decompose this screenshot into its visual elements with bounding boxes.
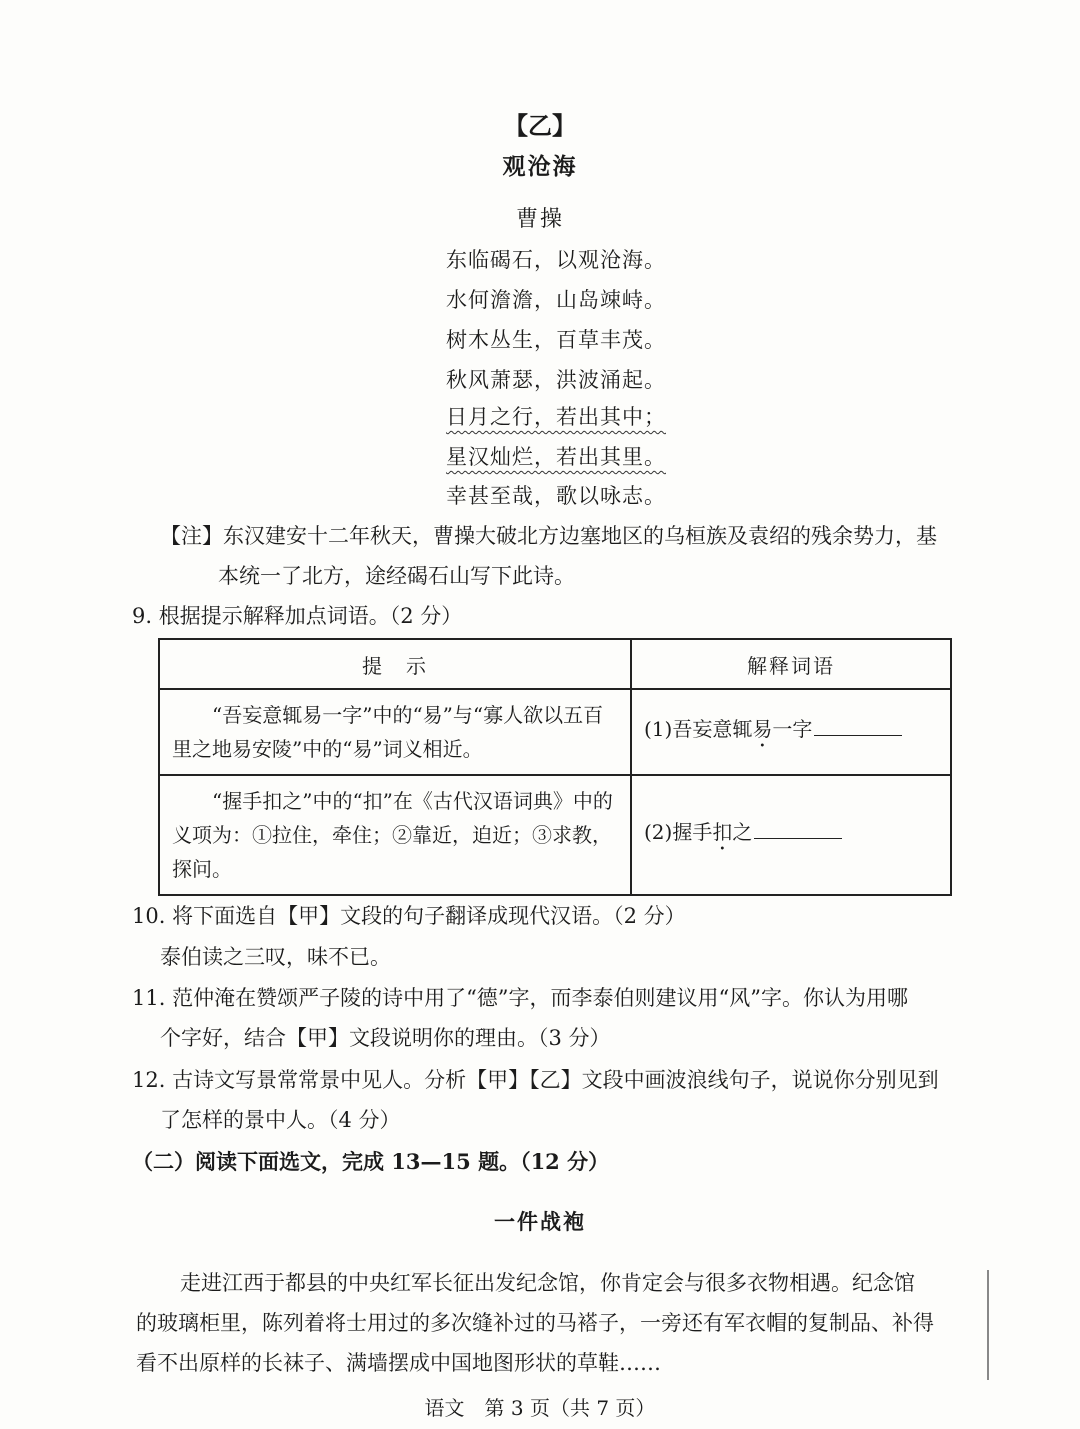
header-answer: 解释词语: [631, 639, 951, 689]
page-edge-line: [987, 1270, 989, 1380]
answer-blank[interactable]: [754, 820, 842, 839]
poem-line-wavy: 星汉灿烂，若出其里。: [446, 445, 666, 469]
poem-line: 水何澹澹，山岛竦峙。: [446, 288, 666, 312]
article-paragraph: 走进江西于都县的中央红军长征出发纪念馆，你肯定会与很多衣物相遇。纪念馆: [180, 1271, 915, 1295]
poem-author: 曹操: [515, 207, 564, 232]
section-2-heading: （二）阅读下面选文，完成 13—15 题。（12 分）: [132, 1149, 610, 1174]
poem-line: 秋风萧瑟，洪波涌起。: [446, 368, 666, 392]
question-11-stem-cont: 个字好，结合【甲】文段说明你的理由。（3 分）: [160, 1026, 611, 1050]
question-12-stem: 12. 古诗文写景常常景中见人。分析【甲】【乙】文段中画波浪线句子，说说你分别见到: [132, 1068, 939, 1092]
table-row: [159, 775, 951, 895]
question-12-stem-cont: 了怎样的景中人。（4 分）: [160, 1108, 401, 1132]
question-11-stem: 11. 范仲淹在赞颂严子陵的诗中用了“德”字，而李泰伯则建议用“风”字。你认为用哪: [132, 986, 909, 1010]
hint-cell: “握手扣之”中的“扣”在《古代汉语词典》中的义项为：①拉住，牵住；②靠近，迫近；③求教，探问。: [159, 775, 631, 895]
poem-note: 【注】东汉建安十二年秋天，曹操大破北方边塞地区的乌桓族及袁绍的残余势力，基: [160, 524, 937, 548]
answer-cell: [631, 689, 951, 775]
table-header-row: [159, 639, 951, 689]
answer-suffix: 之: [732, 819, 753, 844]
dotted-word: 易: [752, 716, 773, 741]
hint-cell: “吾妄意辄易一字”中的“易”与“寡人欲以五百里之地易安陵”中的“易”词义相近。: [159, 689, 631, 775]
answer-prefix: (1)吾妄意辄: [644, 716, 753, 741]
answer-prefix: (2)握手: [644, 819, 713, 844]
page-footer: 语文 第 3 页（共 7 页）: [424, 1396, 656, 1420]
poem-note-cont: 本统一了北方，途经碣石山写下此诗。: [218, 564, 575, 588]
question-9-stem: 9. 根据提示解释加点词语。（2 分）: [132, 604, 463, 628]
question-10-stem: 10. 将下面选自【甲】文段的句子翻译成现代汉语。（2 分）: [132, 904, 686, 928]
question-10-sentence: 泰伯读之三叹，味不已。: [160, 945, 391, 969]
header-hint: 提 示: [159, 639, 631, 689]
article-paragraph-cont: 看不出原样的长袜子、满墙摆成中国地图形状的草鞋……: [136, 1351, 661, 1375]
poem-line: 幸甚至哉，歌以咏志。: [446, 484, 666, 508]
answer-blank[interactable]: [814, 717, 902, 736]
question-9-table: [158, 638, 952, 896]
answer-suffix: 一字: [772, 716, 813, 741]
poem-line-wavy: 日月之行，若出其中；: [446, 405, 666, 429]
poem-title: 观沧海: [502, 153, 578, 180]
article-title: 一件战袍: [494, 1209, 586, 1234]
answer-cell: [631, 775, 951, 895]
dotted-word: 扣: [712, 819, 733, 844]
table-row: [159, 689, 951, 775]
poem-line: 树木丛生，百草丰茂。: [446, 328, 666, 352]
article-paragraph-cont: 的玻璃柜里，陈列着将士用过的多次缝补过的马褡子，一旁还有军衣帽的复制品、补得: [136, 1311, 934, 1335]
section-marker: 【乙】: [504, 111, 576, 140]
poem-line: 东临碣石，以观沧海。: [446, 248, 666, 272]
